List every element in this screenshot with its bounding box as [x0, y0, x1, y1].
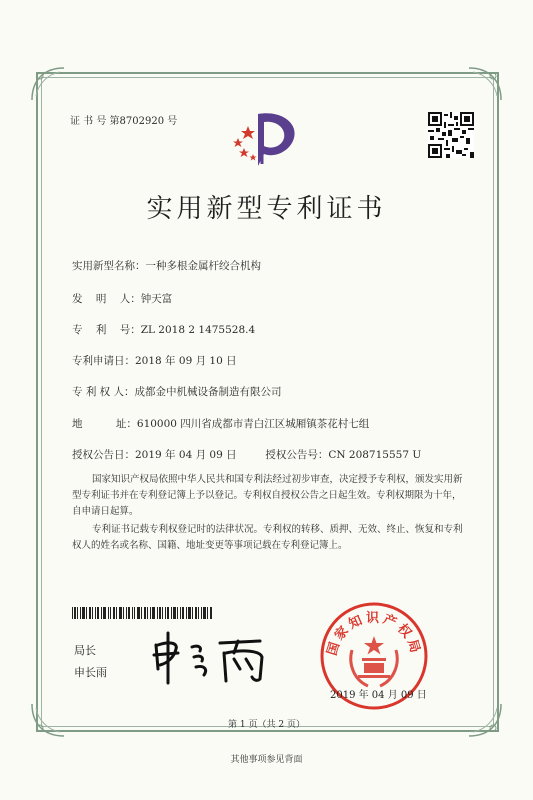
field-label: 实用新型名称： [72, 260, 146, 272]
field-label: 专 利 权 人： [72, 386, 135, 398]
announcement-number: CN 208715557 U [328, 449, 422, 461]
grant-date: 2019 年 04 月 09 日 [330, 690, 427, 701]
corner-ornament-icon [467, 66, 503, 102]
field-label: 发 明 人： [72, 293, 141, 305]
utility-model-name: 一种多根金属杆绞合机构 [145, 260, 261, 272]
grant-statement-paragraph: 国家知识产权局依照中华人民共和国专利法经过初步审查，决定授予专利权，颁发实用新型专利证书并在专利登记簿上予以登记。专利权自授权公告之日起生效。专利权期限为十年，自申请日起算。 [72, 474, 463, 517]
corner-ornament-icon [30, 66, 66, 102]
director-name: 申长雨 [74, 666, 107, 679]
page-number: 第 1 页（共 2 页） [228, 720, 305, 730]
address-row [72, 416, 369, 431]
qr-code-icon [428, 112, 474, 158]
legal-status-paragraph: 专利证书记载专利权登记时的法律状况。专利权的转移、质押、无效、终止、恢复和专利权人的姓名或名称、国籍、地址变更等事项记载在专利登记簿上。 [72, 524, 463, 551]
footer-note: 其他事项参见背面 [230, 755, 303, 765]
patentee-row [72, 384, 282, 399]
certificate-title: 实用新型专利证书 [146, 194, 387, 224]
field-label: 专利申请日： [72, 355, 135, 367]
handwritten-signature-icon [148, 625, 278, 685]
field-label: 授权公告号： [265, 449, 329, 461]
announcement-row [72, 447, 421, 462]
cnipa-logo-icon [228, 108, 304, 168]
director-title: 局长 [74, 644, 96, 657]
patentee-name: 成都金中机械设备制造有限公司 [134, 386, 282, 398]
address: 610000 四川省成都市青白江区城厢镇茶花村七组 [136, 418, 370, 430]
inventor-row [72, 291, 172, 306]
field-label: 专 利 号： [72, 324, 141, 336]
announcement-date: 2019 年 04 月 09 日 [135, 449, 237, 461]
seal-text: 国家知识产权局 [324, 611, 424, 658]
patent-number-row [72, 322, 255, 337]
patent-number: ZL 2018 2 1475528.4 [140, 324, 256, 336]
filing-date-row [72, 353, 237, 368]
inventor-name: 钟天富 [140, 293, 173, 305]
barcode-icon [72, 604, 212, 616]
utility-model-name-row [72, 258, 261, 273]
field-label: 授权公告日： [72, 449, 135, 461]
certificate-number: 证 书 号 第8702920 号 [70, 116, 178, 127]
filing-date: 2018 年 09 月 10 日 [135, 355, 237, 367]
field-label: 地 址： [72, 418, 137, 430]
